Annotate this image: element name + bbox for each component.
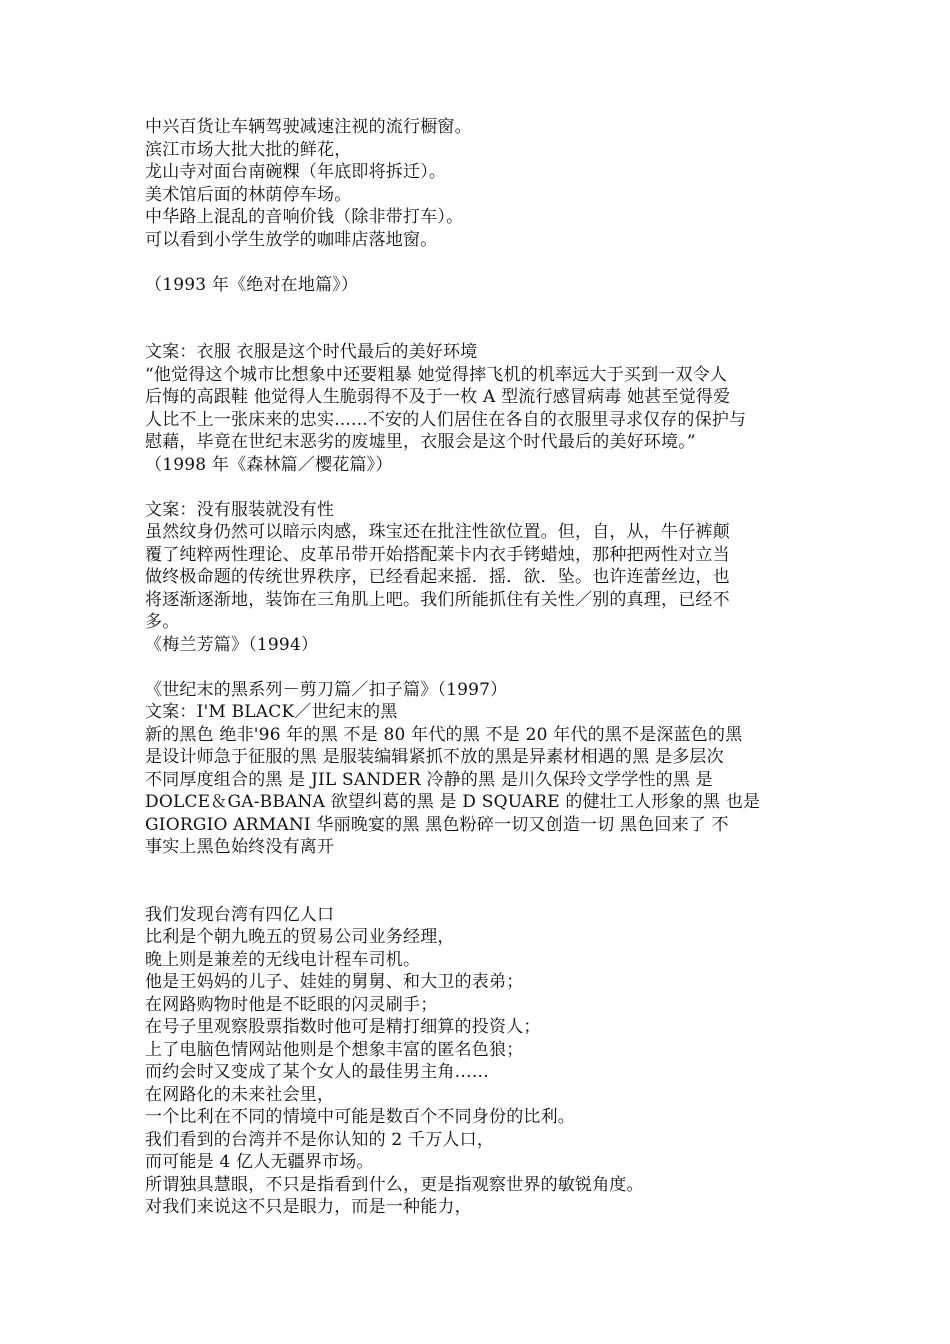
text-line: 龙山寺对面台南碗粿（年底即将拆迁）。 [145, 162, 447, 182]
text-line: 事实上黑色始终没有离开 [145, 837, 335, 857]
text-line: 新的黑色 绝非'96 年的黑 不是 80 年代的黑 不是 20 年代的黑不是深蓝色的黑 [145, 724, 743, 745]
blank-line [145, 319, 810, 342]
text-line: 滨江市场大批大批的鲜花， [145, 139, 352, 160]
text-line: 晚上则是兼差的无线电计程车司机。 [145, 949, 421, 970]
text-line: 中兴百货让车辆驾驶减速注视的流行橱窗。 [145, 117, 472, 137]
text-line: “他觉得这个城市比想象中还要粗暴 她觉得摔飞机的机率远大于买到一双令人 [145, 364, 728, 385]
blank-line [145, 881, 810, 904]
text-line: 一个比利在不同的情境中可能是数百个不同身份的比利。 [145, 1107, 575, 1127]
text-line: 比利是个朝九晚五的贸易公司业务经理， [145, 927, 455, 947]
text-line: 文案：没有服装就没有性 [145, 499, 335, 520]
text-line: 可以看到小学生放学的咖啡店落地窗。 [145, 229, 438, 250]
blank-line [145, 251, 810, 274]
text-line: GIORGIO ARMANI 华丽晚宴的黑 黑色粉碎一切又创造一切 黑色回来了 不 [145, 814, 729, 835]
text-line: 《世纪末的黑系列－剪刀篇／扣子篇》（1997） [145, 679, 508, 700]
text-line: 做终极命题的传统世界秩序，已经看起来摇．摇．欲．坠。也许连蕾丝边，也 [145, 567, 730, 587]
document-body [145, 116, 810, 1219]
text-line: 在网路化的未来社会里， [145, 1084, 335, 1105]
text-line: 《梅兰芳篇》（1994） [145, 634, 319, 655]
text-line: 不同厚度组合的黑 是 JIL SANDER 冷静的黑 是川久保玲文学学性的黑 是 [145, 769, 713, 790]
text-line: 多。 [145, 612, 180, 632]
text-line: 人比不上一张床来的忠实......不安的人们居住在各自的衣服里寻求仅存的保护与 [145, 409, 747, 430]
text-line: 在号子里观察股票指数时他可是精打细算的投资人； [145, 1017, 541, 1037]
blank-line [145, 656, 810, 679]
text-line: 慰藉，毕竟在世纪末恶劣的废墟里，衣服会是这个时代最后的美好环境。” [145, 432, 696, 452]
text-line: 将逐渐逐渐地，装饰在三角肌上吧。我们所能抓住有关性／别的真理，已经不 [145, 589, 730, 610]
blank-line [145, 859, 810, 882]
blank-line [145, 476, 810, 499]
text-line: 文案：I'M BLACK／世纪末的黑 [145, 702, 398, 722]
text-line: 在网路购物时他是不眨眼的闪灵刷手； [145, 994, 438, 1015]
text-line: 对我们来说这不只是眼力，而是一种能力， [145, 1197, 472, 1217]
text-line: 中华路上混乱的音响价钱（除非带打车）。 [145, 207, 464, 227]
blank-line [145, 296, 810, 319]
text-line: 文案：衣服 衣服是这个时代最后的美好环境 [145, 342, 478, 362]
text-line: 上了电脑色情网站他则是个想象丰富的匿名色狼； [145, 1039, 524, 1060]
text-line: DOLCE＆GA-BBANA 欲望纠葛的黑 是 D SQUARE 的健壮工人形象的黑 也是 [145, 792, 761, 812]
text-line: 我们发现台湾有四亿人口 [145, 904, 335, 925]
text-line: 所谓独具慧眼，不只是指看到什么，更是指观察世界的敏锐角度。 [145, 1174, 644, 1195]
text-line: 是设计师急于征服的黑 是服装编辑紧抓不放的黑是异素材相遇的黑 是多层次 [145, 747, 724, 767]
text-line: 而可能是 4 亿人无疆界市场。 [145, 1152, 374, 1172]
text-line: （1998 年《森林篇／樱花篇》） [145, 454, 393, 475]
text-line: 虽然纹身仍然可以暗示肉感，珠宝还在批注性欲位置。但，自，从，牛仔裤颠 [145, 522, 730, 542]
text-line: （1993 年《绝对在地篇》） [145, 274, 359, 295]
text-line: 覆了纯粹两性理论、皮革吊带开始搭配莱卡内衣手铐蜡烛，那种把两性对立当 [145, 544, 730, 565]
text-line: 他是王妈妈的儿子、娃娃的舅舅、和大卫的表弟； [145, 972, 524, 992]
text-line: 我们看到的台湾并不是你认知的 2 千万人口， [145, 1129, 495, 1150]
text-line: 美术馆后面的林荫停车场。 [145, 184, 352, 205]
text-line: 后悔的高跟鞋 他觉得人生脆弱得不及于一枚 A 型流行感冒病毒 她甚至觉得爱 [145, 387, 731, 407]
text-line: 而约会时又变成了某个女人的最佳男主角…… [145, 1062, 489, 1082]
